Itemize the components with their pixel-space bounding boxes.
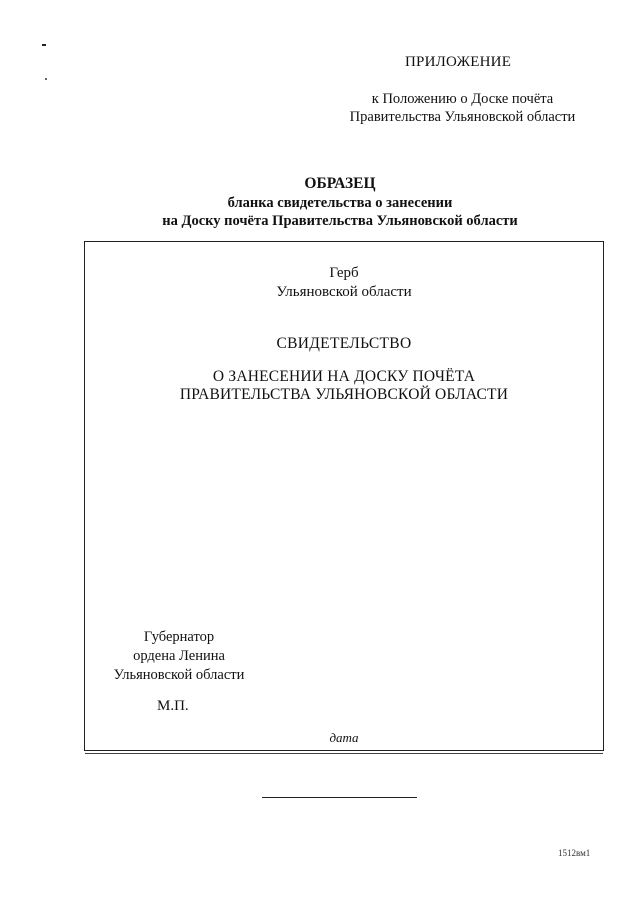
certificate-title: СВИДЕТЕЛЬСТВО — [276, 335, 412, 352]
date-label: дата — [329, 730, 359, 745]
emblem-label: Герб — [329, 265, 359, 281]
emblem-region: Ульяновской области — [276, 284, 412, 300]
certificate-subtitle-line: ПРАВИТЕЛЬСТВА УЛЬЯНОВСКОЙ ОБЛАСТИ — [179, 386, 509, 403]
document-code: 1512вм1 — [558, 848, 591, 858]
signatory-block — [99, 628, 259, 685]
sample-subtitle-line: бланка свидетельства о занесении — [227, 195, 453, 211]
appendix-title: ПРИЛОЖЕНИЕ — [405, 54, 512, 70]
signatory-line: ордена Ленина — [133, 648, 225, 664]
certificate-subtitle — [85, 368, 603, 404]
scan-artifact — [42, 44, 46, 46]
signatory-line: Ульяновской области — [113, 667, 245, 683]
appendix-ref-line: Правительства Ульяновской области — [349, 109, 576, 125]
sample-subtitle-line: на Доску почёта Правительства Ульяновской области — [162, 213, 518, 229]
closing-divider — [262, 797, 417, 798]
certificate-form-frame — [84, 241, 604, 751]
seal-placeholder: М.П. — [157, 698, 189, 714]
appendix-reference — [330, 90, 595, 126]
appendix-ref-line: к Положению о Доске почёта — [371, 91, 554, 107]
scan-artifact — [45, 78, 47, 80]
sample-title: ОБРАЗЕЦ — [304, 175, 376, 192]
sample-heading — [100, 175, 580, 230]
emblem-placeholder — [85, 264, 603, 302]
signatory-line: Губернатор — [143, 629, 215, 645]
certificate-subtitle-line: О ЗАНЕСЕНИИ НА ДОСКУ ПОЧЁТА — [212, 368, 476, 385]
